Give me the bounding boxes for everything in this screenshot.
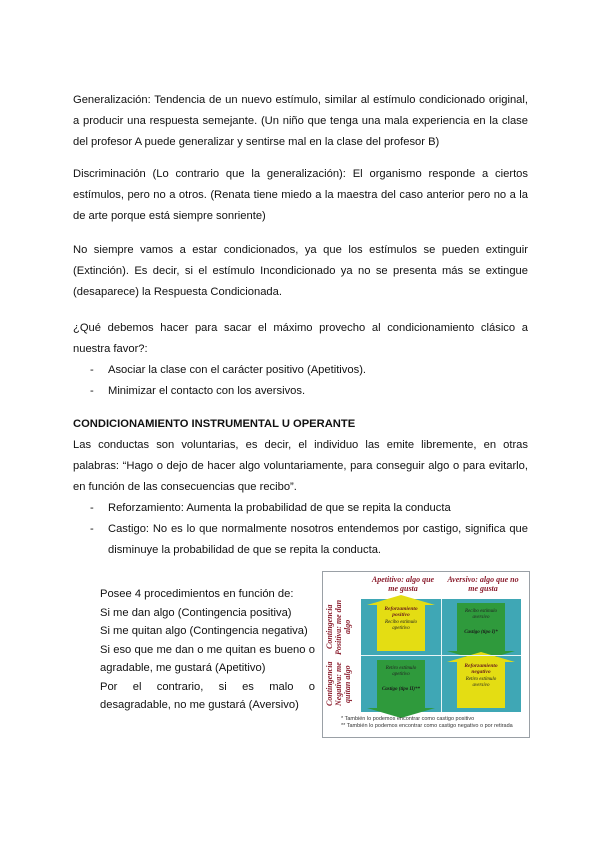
list-item: - Asociar la clase con el carácter positivo (Apetitivos). xyxy=(73,360,528,381)
procedures-line: Si me quitan algo (Contingencia negativa) xyxy=(100,625,308,637)
grid-divider xyxy=(441,599,442,712)
instrumental-list xyxy=(73,498,528,561)
paragraph-instrumental: Las conductas son voluntarias, es decir, el individuo las emite libremente, en otras palabras: “Hago o dejo de hacer algo voluntariamente, para conseguir algo o para evitarlo, en función de las consecuencias que recibo”. xyxy=(73,439,528,493)
paragraph-extincion: No siempre vamos a estar condicionados, ya que los estímulos se pueden extinguir (Extinción). Es decir, si el estímulo Incondicionado ya no se presenta más se extingue (desaparece) la Respuesta Condicionada. xyxy=(73,244,528,298)
cell-title: Castigo (tipo II)** xyxy=(381,687,421,692)
row-header-positiva: Contingencia Positiva: me dan algo xyxy=(325,599,352,655)
procedures-line: Si eso que me dan o me quitan es bueno o agradable, me gustará (Apetitivo) xyxy=(100,643,315,674)
cell-positive-apetitive xyxy=(361,599,441,655)
column-header-aversivo: Aversivo: algo que no me gusta xyxy=(447,575,519,593)
procedures-line: Posee 4 procedimientos en función de: xyxy=(100,588,294,600)
tips-list xyxy=(73,360,528,402)
list-item: - Minimizar el contacto con los aversivos. xyxy=(73,381,528,402)
cell-negative-aversive xyxy=(441,656,521,712)
footnote: * También lo podemos encontrar como castigo positivo xyxy=(341,716,475,722)
list-item: - Castigo: No es lo que normalmente nosotros entendemos por castigo, significa que disminuye la probabilidad de que se repita la conducta. xyxy=(73,519,528,561)
procedures-line: Si me dan algo (Contingencia positiva) xyxy=(100,606,292,619)
cell-subtitle: Retiro estímulo apetitivo xyxy=(385,666,417,677)
procedures-line: Por el contrario, si es malo o desagradable, no me gustará (Aversivo) xyxy=(100,680,315,711)
cell-subtitle: Recibo estímulo aversivo xyxy=(464,609,498,620)
cell-subtitle: Retiro estímulo aversivo xyxy=(465,677,497,688)
cell-subtitle: Recibo estímulo apetitivo xyxy=(384,620,418,631)
row-header-negativa: Contingencia Negativa: me quitan algo xyxy=(325,661,352,707)
contingency-figure xyxy=(322,571,530,738)
cell-title: Castigo (tipo I)* xyxy=(464,630,498,635)
column-header-apetitivo: Apetitivo: algo que me gusta xyxy=(371,575,435,593)
procedures-block xyxy=(100,585,315,715)
section-heading: CONDICIONAMIENTO INSTRUMENTAL U OPERANTE xyxy=(73,418,356,430)
paragraph-pregunta: ¿Qué debemos hacer para sacar el máximo provecho al condicionamiento clásico a nuestra favor?: xyxy=(73,322,528,355)
contingency-grid xyxy=(361,599,521,712)
cell-title: Reforzamiento positivo xyxy=(384,606,418,618)
cell-negative-apetitive xyxy=(361,656,441,712)
cell-positive-aversive xyxy=(441,599,521,655)
question-block xyxy=(73,318,528,402)
figure-footnotes xyxy=(341,716,525,730)
list-item: - Reforzamiento: Aumenta la probabilidad de que se repita la conducta xyxy=(73,498,528,519)
footnote: ** También lo podemos encontrar como castigo negativo o por retirada xyxy=(341,723,513,729)
cell-title: Reforzamiento negativo xyxy=(464,663,498,675)
paragraph-generalizacion: Generalización: Tendencia de un nuevo estímulo, similar al estímulo condicionado original, a producir una respuesta semejante. (Un niño que tenga una mala experiencia en la clase del profesor A puede generalizar y sentirse mal en la clase del profesor B) xyxy=(73,94,528,148)
paragraph-discriminacion: Discriminación (Lo contrario que la generalización): El organismo responde a ciertos estímulos, pero no a otros. (Renata tiene miedo a la maestra del caso anterior pero no a la de arte porque está siempre sonriente) xyxy=(73,168,528,222)
instrumental-section xyxy=(73,414,528,561)
